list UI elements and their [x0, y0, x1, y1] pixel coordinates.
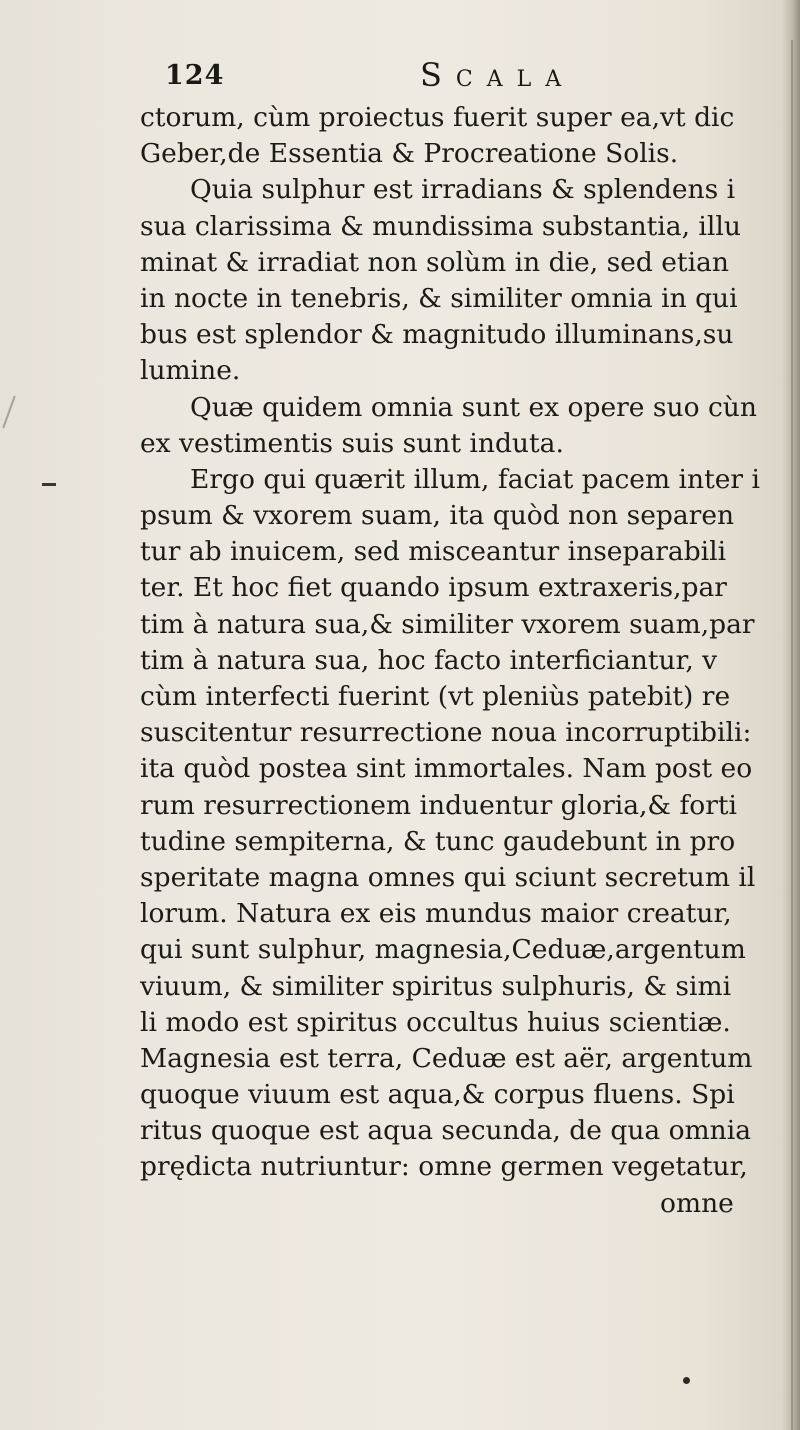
page-header	[165, 56, 765, 100]
text-line: quoque viuum est aqua,& corpus fluens. Spi	[140, 1079, 735, 1111]
text-line: ctorum, cùm proiectus fuerit super ea,vt dic	[140, 102, 735, 133]
binding-edge-line	[791, 40, 793, 1430]
text-line: li modo est spiritus occultus huius scientiæ.	[140, 1006, 731, 1038]
page-number: 124	[165, 60, 225, 91]
text-line: tim à natura sua, hoc facto interficiantur, v	[140, 644, 718, 676]
text-line: ex vestimentis suis sunt induta.	[140, 427, 564, 459]
text-line: lorum. Natura ex eis mundus maior creatur,	[140, 898, 732, 930]
text-line: ritus quoque est aqua secunda, de qua omnia	[140, 1115, 752, 1147]
text-line: tudine sempiterna, & tunc gaudebunt in pro	[140, 825, 736, 857]
text-line: psum & vxorem suam, ita quòd non separen	[140, 500, 735, 532]
text-line: Ergo qui quærit illum, faciat pacem inter i	[190, 463, 760, 495]
text-line: qui sunt sulphur, magnesia,Ceduæ,argentum	[140, 934, 746, 966]
text-line: rum resurrectionem induentur gloria,& forti	[140, 789, 738, 821]
margin-dash	[42, 483, 56, 486]
text-line: tim à natura sua,& similiter vxorem suam,par	[140, 608, 755, 640]
ink-speck	[683, 1377, 690, 1384]
text-line: cùm interfecti fuerint (vt pleniùs patebit) re	[140, 681, 731, 712]
text-line: ter. Et hoc fiet quando ipsum extraxeris,par	[140, 572, 727, 604]
text-line: ita quòd postea sint immortales. Nam post eo	[140, 753, 753, 785]
text-line: suscitentur resurrectione noua incorruptibili:	[140, 717, 752, 749]
text-line: bus est splendor & magnitudo illuminans,su	[140, 319, 734, 351]
text-line: viuum, & similiter spiritus sulphuris, & simi	[140, 970, 732, 1002]
text-line: tur ab inuicem, sed misceantur inseparabili	[140, 536, 727, 568]
text-line: speritate magna omnes qui sciunt secretum il	[140, 861, 756, 893]
body-text	[140, 100, 790, 1222]
text-line: minat & irradiat non solùm in die, sed etian	[140, 246, 729, 278]
text-line: Quia sulphur est irradians & splendens i	[190, 174, 736, 206]
text-line: sua clarissima & mundissima substantia, illu	[140, 210, 741, 242]
margin-mark	[2, 396, 16, 429]
text-line: in nocte in tenebris, & similiter omnia in qui	[140, 282, 738, 314]
text-line: Magnesia est terra, Ceduæ est aër, argentum	[140, 1042, 753, 1074]
running-title: Scala	[420, 56, 576, 94]
text-line: Quæ quidem omnia sunt ex opere suo cùn	[190, 391, 757, 423]
text-line: Geber,de Essentia & Procreatione Solis.	[140, 138, 679, 170]
text-line: prędicta nutriuntur: omne germen vegetatur,	[140, 1151, 748, 1183]
catchword: omne	[660, 1187, 734, 1219]
text-line: lumine.	[140, 355, 241, 387]
